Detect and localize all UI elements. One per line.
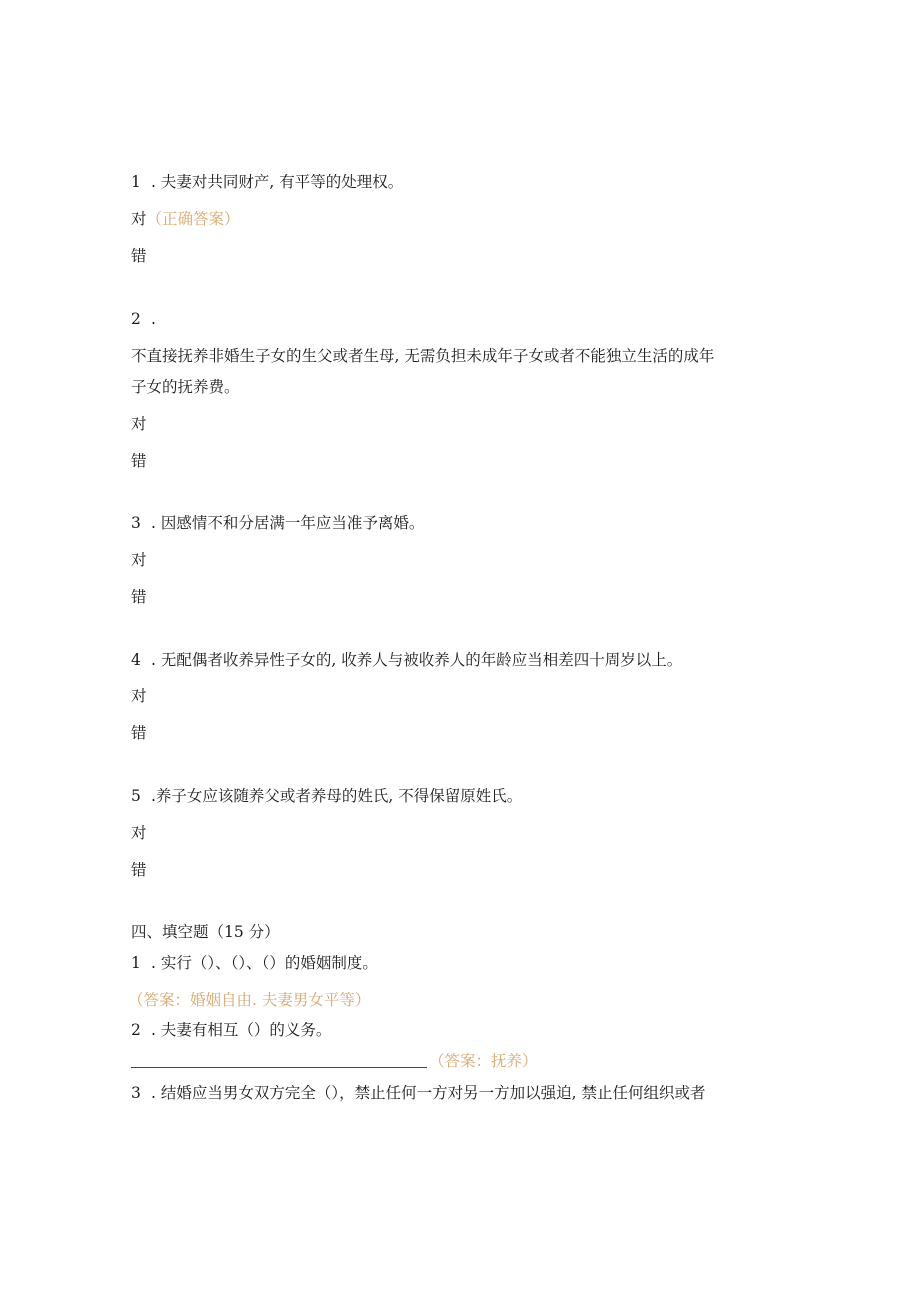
question-1 — [131, 172, 403, 192]
option-false[interactable]: 错 — [131, 588, 147, 606]
question-5 — [131, 786, 522, 806]
question-number: 3 — [131, 514, 141, 532]
question-number: 2 — [131, 1021, 141, 1039]
option-false[interactable]: 错 — [131, 452, 147, 470]
question-3 — [131, 513, 424, 533]
question-2-number — [131, 309, 156, 329]
question-number: 2 — [131, 310, 141, 328]
question-number: 5 — [131, 787, 141, 805]
option-false[interactable]: 错 — [131, 724, 147, 742]
question-2-text-line1: 不直接抚养非婚生子女的生父或者生母, 无需负担未成年子女或者不能独立生活的成年 — [131, 347, 715, 365]
question-number: 3 — [131, 1084, 141, 1102]
answer-blank-line[interactable] — [131, 1067, 427, 1068]
question-text: . 夫妻有相互（）的义务。 — [151, 1021, 332, 1039]
fill-question-1 — [131, 953, 378, 973]
question-text: . 夫妻对共同财产, 有平等的处理权。 — [151, 173, 404, 191]
question-text: .养子女应该随养父或者养母的姓氏, 不得保留原姓氏。 — [151, 787, 523, 805]
section-heading: 四、填空题（15 分） — [131, 923, 280, 941]
question-4 — [131, 650, 682, 670]
question-2-text-line2: 子女的抚养费。 — [131, 378, 240, 396]
question-dot: . — [151, 310, 156, 328]
question-text: . 无配偶者收养异性子女的, 收养人与被收养人的年龄应当相差四十周岁以上。 — [151, 651, 683, 669]
question-number: 1 — [131, 173, 141, 191]
option-true[interactable]: 对 — [131, 415, 147, 433]
question-text: . 因感情不和分居满一年应当准予离婚。 — [151, 514, 425, 532]
option-false[interactable]: 错 — [131, 861, 147, 879]
question-text: . 实行（）、（）、（）的婚姻制度。 — [151, 954, 378, 972]
question-number: 1 — [131, 954, 141, 972]
answer-text: （答案：婚姻自由. 夫妻男女平等） — [128, 991, 371, 1009]
option-false[interactable]: 错 — [131, 247, 147, 265]
fill-question-2 — [131, 1020, 331, 1040]
option-true[interactable]: 对 — [131, 687, 147, 705]
question-number: 4 — [131, 651, 141, 669]
option-label: 对 — [131, 210, 147, 228]
fill-question-3 — [131, 1083, 705, 1103]
option-true[interactable]: 对 — [131, 551, 147, 569]
option-true[interactable]: 对 — [131, 824, 147, 842]
option-true[interactable] — [131, 209, 240, 229]
answer-text: （答案：抚养） — [429, 1052, 538, 1070]
question-text: . 结婚应当男女双方完全（），禁止任何一方对另一方加以强迫, 禁止任何组织或者 — [151, 1084, 706, 1102]
correct-answer-mark: （正确答案） — [146, 210, 240, 228]
